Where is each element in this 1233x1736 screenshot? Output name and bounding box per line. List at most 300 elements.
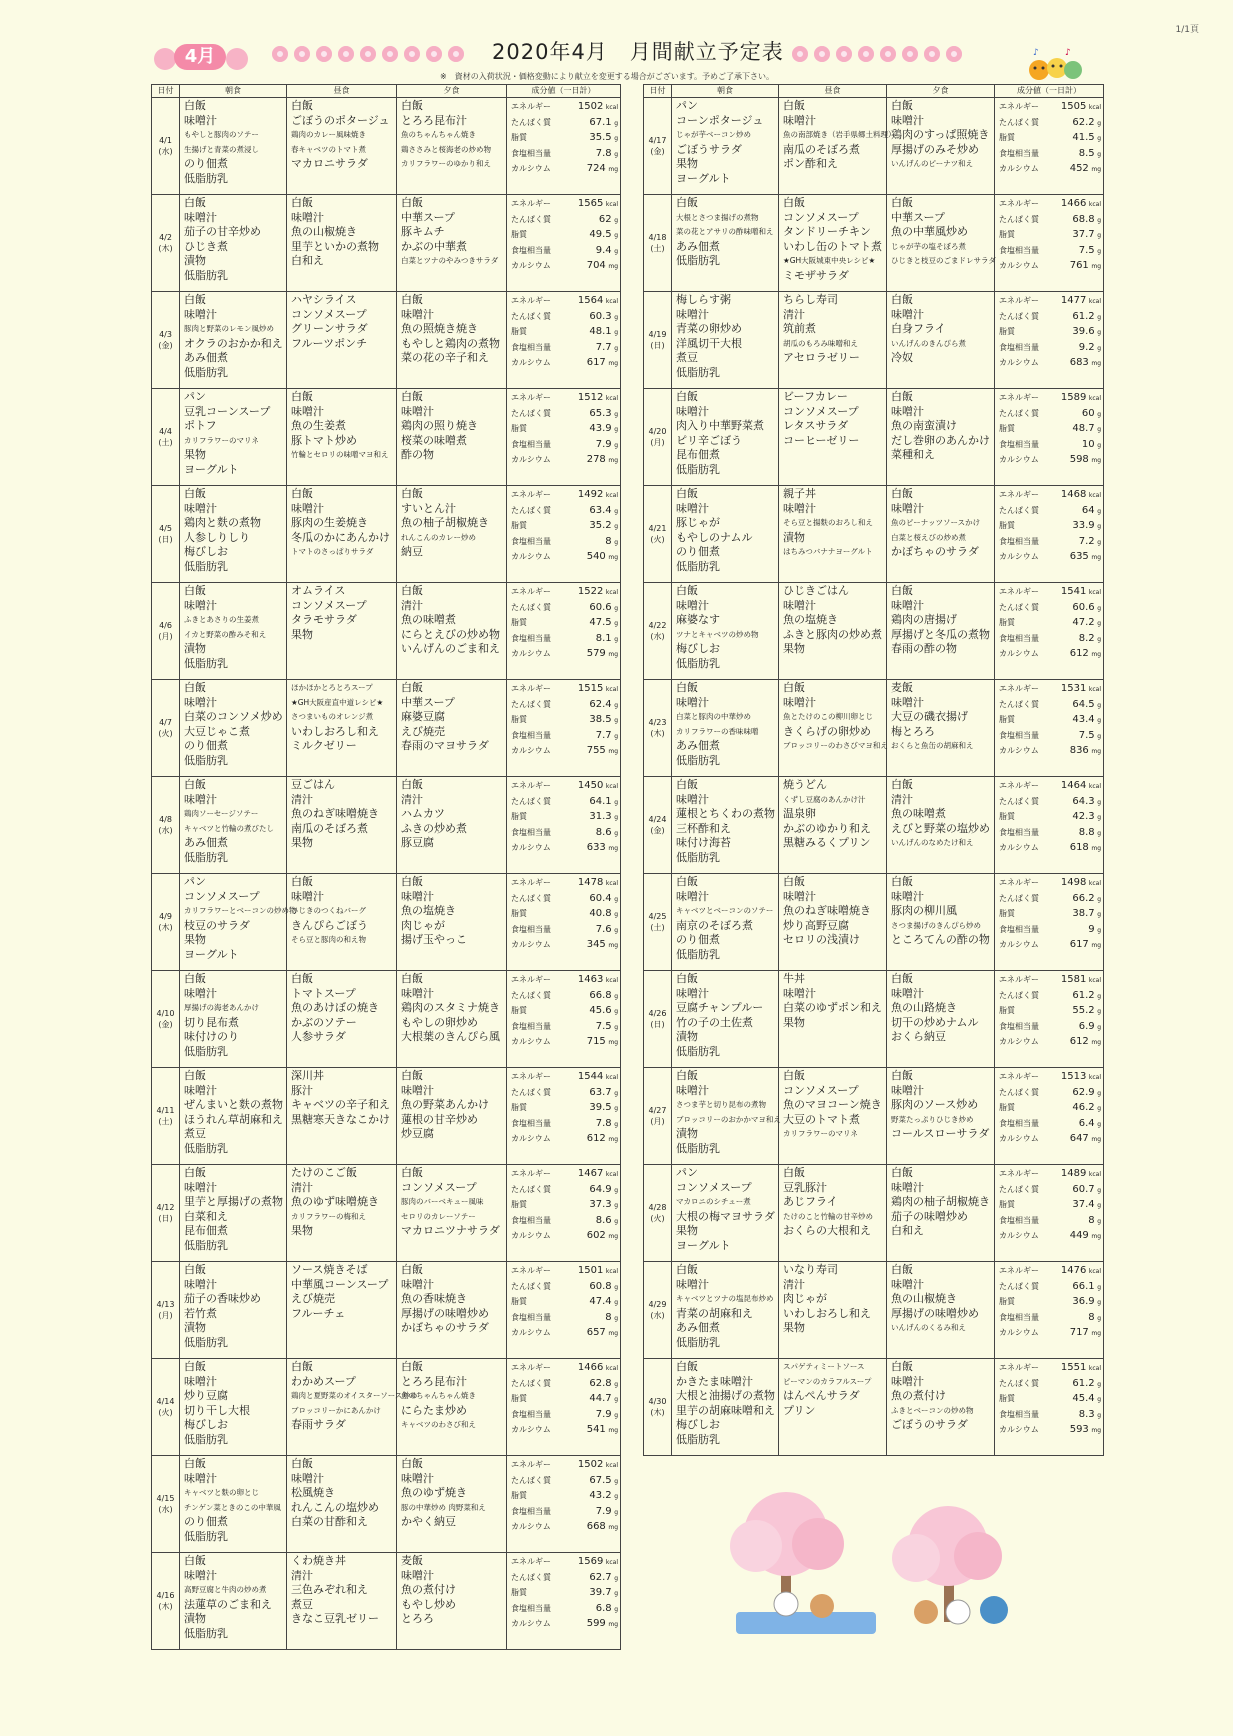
flower-icon <box>272 46 288 62</box>
menu-item: 白飯 <box>291 196 313 209</box>
menu-item: 洋風切干大根 <box>676 336 742 350</box>
nutrient-row <box>511 1571 618 1587</box>
nutrient-unit: kcal <box>1088 1171 1101 1178</box>
menu-item: 白菜のゆずポン和え <box>783 1001 882 1015</box>
menu-item: 魚の生姜煮 <box>291 419 346 433</box>
nutrient-value <box>1079 535 1101 551</box>
menu-item: かきたま味噌汁 <box>676 1374 753 1388</box>
nutrient-label: 食塩相当量 <box>999 439 1039 449</box>
menu-item: 春雨の酢の物 <box>891 642 957 656</box>
weekday-label: (日) <box>650 341 665 350</box>
nutrient-unit: g <box>1097 426 1101 434</box>
menu-item: 焼うどん <box>783 778 827 791</box>
weekday-label: (火) <box>158 1408 173 1417</box>
nutrient-label: たんぱく質 <box>999 1281 1039 1291</box>
menu-item: 白菜とツナのやみつきサラダ <box>401 256 499 266</box>
nutrient-number: 39.6 <box>1072 326 1095 338</box>
nutrient-label: カルシウム <box>511 1619 551 1629</box>
nutrient-unit: g <box>1097 507 1101 515</box>
nutrient-label: 脂質 <box>999 1103 1015 1113</box>
nutrient-label: 食塩相当量 <box>511 730 551 740</box>
menu-item: 青菜の卵炒め <box>676 322 742 336</box>
menu-item: 鶏肉のすっぱ照焼き <box>891 128 990 142</box>
nutrient-row <box>999 841 1101 857</box>
nutrient-value <box>589 810 618 826</box>
breakfast-cell <box>180 1165 287 1262</box>
menu-item: 白飯 <box>676 681 698 694</box>
menu-item: れんこんの塩炒め <box>291 1500 379 1514</box>
menu-item: 味噌汁 <box>291 1471 324 1485</box>
menu-item: ヨーグルト <box>184 947 239 961</box>
menu-item: あみ佃煮 <box>676 739 720 753</box>
menu-item: 厚揚げの味噌炒め <box>401 1306 489 1320</box>
nutrient-label: 食塩相当量 <box>511 439 551 449</box>
nutrient-number: 35.5 <box>589 132 612 144</box>
nutrient-unit: g <box>1097 1120 1101 1128</box>
nutrient-row <box>999 422 1101 438</box>
nutrient-label: カルシウム <box>511 1425 551 1435</box>
nutrient-value <box>1072 601 1101 617</box>
menu-item: 味噌汁 <box>184 986 217 1000</box>
nutrient-value <box>1072 1392 1101 1408</box>
nutrient-number: 63.4 <box>589 504 612 516</box>
menu-row <box>152 486 621 583</box>
nutrient-unit: kcal <box>1088 395 1101 402</box>
menu-item: 酢の物 <box>401 448 434 462</box>
nutrient-label: たんぱく質 <box>999 214 1039 224</box>
menu-item: あみ佃煮 <box>676 239 720 253</box>
page-title: 2020年4月 月間献立予定表 <box>492 40 784 64</box>
flower-icon <box>924 46 940 62</box>
menu-row <box>644 583 1104 680</box>
nutrient-number: 836 <box>1069 745 1089 757</box>
nutrient-number: 8.5 <box>1078 147 1095 159</box>
nutrient-number: 60.6 <box>1072 601 1095 613</box>
menu-item: 味噌汁 <box>184 695 217 709</box>
menu-item: 味噌汁 <box>401 1471 434 1485</box>
menu-item: 漬物 <box>676 1127 698 1141</box>
nutrient-number: 61.2 <box>1072 310 1095 322</box>
menu-item: 白飯 <box>401 487 423 500</box>
flower-row-right <box>792 46 962 66</box>
weekday-label: (月) <box>650 438 665 447</box>
menu-item: 梅びしお <box>676 642 720 656</box>
nutrient-row <box>511 244 618 260</box>
menu-item: 人参しりしり <box>184 530 250 544</box>
menu-item: かぶのソテー <box>291 1015 357 1029</box>
nutrient-unit: mg <box>608 1233 618 1241</box>
nutrient-label: たんぱく質 <box>999 311 1039 321</box>
nutrient-row <box>999 1361 1101 1377</box>
nutrient-value <box>1061 391 1101 407</box>
nutrient-label: 食塩相当量 <box>511 1118 551 1128</box>
nutrient-row <box>511 1117 618 1133</box>
dinner-cell <box>887 292 995 389</box>
nutrient-value <box>1061 682 1101 698</box>
menu-item: 低脂肪乳 <box>676 753 720 767</box>
nutrient-label: 脂質 <box>511 1588 527 1598</box>
nutrient-value <box>1072 1101 1101 1117</box>
nutrient-label: 脂質 <box>999 230 1015 240</box>
menu-item: 大根の梅マヨサラダ <box>676 1209 775 1223</box>
menu-item: 白飯 <box>783 1069 805 1082</box>
nutrient-row <box>999 244 1101 260</box>
nutrient-unit: kcal <box>1088 686 1101 693</box>
nutrient-number: 724 <box>586 163 606 175</box>
flower-row-left <box>272 46 464 66</box>
nutrient-number: 66.8 <box>589 989 612 1001</box>
menu-item: 中華スープ <box>401 210 455 224</box>
menu-item: パン <box>676 1166 698 1179</box>
menu-item: 清汁 <box>783 307 805 321</box>
menu-item: とろろ昆布汁 <box>401 1374 467 1388</box>
nutrient-row <box>999 1035 1101 1051</box>
menu-item: 白飯 <box>891 99 913 112</box>
menu-row <box>644 195 1104 292</box>
menu-item: ブロッコリーのわさびマヨ和え <box>783 741 888 751</box>
nutrient-unit: g <box>614 1283 618 1291</box>
menu-item: もやしと豚肉のソテー <box>184 130 259 140</box>
breakfast-cell <box>180 1359 287 1456</box>
nutrient-number: 45.4 <box>1072 1393 1095 1405</box>
breakfast-cell <box>672 583 779 680</box>
menu-item: 低脂肪乳 <box>676 1335 720 1349</box>
nutrient-value <box>589 131 618 147</box>
menu-item: かぼちゃのサラダ <box>401 1321 489 1335</box>
menu-item: 味噌汁 <box>184 1568 217 1582</box>
menu-item: 清汁 <box>891 792 913 806</box>
menu-item: 豆乳コーンスープ <box>184 404 271 418</box>
menu-item: 白飯 <box>401 584 423 597</box>
nutrient-label: 脂質 <box>511 715 527 725</box>
nutrient-row <box>511 1004 618 1020</box>
nutrient-value <box>1061 1167 1101 1183</box>
menu-item: 味噌汁 <box>291 210 324 224</box>
menu-item: 鶏肉のスタミナ焼き <box>401 1001 500 1015</box>
nutrient-label: カルシウム <box>999 1328 1039 1338</box>
nutrient-value <box>587 453 618 469</box>
nutrient-value <box>589 116 618 132</box>
nutrient-number: 42.3 <box>1072 811 1095 823</box>
nutrient-value <box>596 1408 618 1424</box>
nutrient-number: 62.4 <box>589 698 612 710</box>
menu-item: 枝豆のサラダ <box>184 918 250 932</box>
nutrition-cell <box>995 777 1104 874</box>
menu-item: 白飯 <box>783 875 805 888</box>
menu-item: 白菜のコンソメ炒め <box>184 710 283 724</box>
menu-item: 白菜と豚肉の中華炒め <box>676 712 751 722</box>
nutrient-unit: g <box>1097 1023 1101 1031</box>
nutrient-number: 64.1 <box>589 795 612 807</box>
menu-item: 白和え <box>291 254 324 268</box>
menu-item: 白飯 <box>291 487 313 500</box>
table-header <box>644 85 1104 98</box>
nutrient-row <box>511 259 618 275</box>
nutrient-label: エネルギー <box>511 296 551 305</box>
nutrient-row <box>511 1586 618 1602</box>
nutrient-value <box>589 1571 618 1587</box>
nutrient-value <box>578 779 618 795</box>
nutrient-unit: g <box>614 119 618 127</box>
menu-item: そら豆と豚肉の和え物 <box>291 935 366 945</box>
nutrient-label: カルシウム <box>999 261 1039 271</box>
nutrient-number: 66.2 <box>1072 892 1095 904</box>
menu-item: 厚揚げの海老あんかけ <box>184 1003 259 1013</box>
nutrient-value <box>605 1311 618 1327</box>
nutrition-cell <box>995 98 1104 195</box>
menu-item: 味噌汁 <box>184 501 217 515</box>
nutrient-unit: kcal <box>605 783 618 790</box>
menu-item: 低脂肪乳 <box>184 1529 228 1543</box>
nutrient-value <box>587 938 618 954</box>
date-label: 4/29 <box>648 1300 667 1309</box>
nutrient-row <box>999 294 1101 310</box>
nutrient-unit: g <box>1097 119 1101 127</box>
nutrient-value <box>589 422 618 438</box>
nutrient-unit: kcal <box>605 104 618 111</box>
menu-item: 冷奴 <box>891 351 913 365</box>
nutrient-number: 633 <box>586 842 606 854</box>
nutrient-value <box>587 1326 618 1342</box>
nutrient-unit: g <box>614 1477 618 1485</box>
nutrient-row <box>511 795 618 811</box>
menu-item: おくらと魚缶の胡麻和え <box>891 741 974 751</box>
menu-item: 清汁 <box>291 1180 313 1194</box>
nutrient-row <box>999 616 1101 632</box>
menu-item: ちらし寿司 <box>783 293 838 306</box>
menu-item: 白飯 <box>401 390 423 403</box>
menu-item: 白菜と桜えびの炒め煮 <box>891 532 966 542</box>
menu-item: さつまいものオレンジ煮 <box>291 712 374 722</box>
lunch-cell <box>287 971 397 1068</box>
nutrition-cell <box>995 486 1104 583</box>
menu-item: 冬瓜のかにあんかけ <box>291 530 390 544</box>
nutrient-number: 60.4 <box>589 892 612 904</box>
menu-row <box>644 98 1104 195</box>
nutrient-value <box>578 1361 618 1377</box>
menu-item: ★GH大阪産直中道レシピ★ <box>291 697 384 707</box>
nutrient-row <box>999 100 1101 116</box>
date-cell <box>644 777 672 874</box>
menu-item: 低脂肪乳 <box>184 656 228 670</box>
nutrient-value <box>1072 989 1101 1005</box>
weekday-label: (土) <box>158 438 173 447</box>
nutrient-label: 食塩相当量 <box>999 827 1039 837</box>
blossom-icon <box>226 48 248 70</box>
menu-item: 白飯 <box>891 972 913 985</box>
breakfast-cell <box>180 1068 287 1165</box>
header-date: 日付 <box>152 85 180 98</box>
nutrient-value <box>1079 341 1101 357</box>
menu-item: 野菜たっぷりひじき炒め <box>891 1114 974 1124</box>
menu-item: イカと野菜の酢みそ和え <box>184 629 267 639</box>
nutrient-label: たんぱく質 <box>511 1378 551 1388</box>
nutrient-unit: g <box>614 1411 618 1419</box>
nutrient-unit: g <box>614 1574 618 1582</box>
menu-row <box>152 971 621 1068</box>
menu-item: レタスサラダ <box>783 419 849 433</box>
nutrient-unit: kcal <box>1088 1365 1101 1372</box>
nutrient-value <box>596 632 618 648</box>
breakfast-cell <box>180 680 287 777</box>
nutrient-row <box>511 1505 618 1521</box>
menu-item: 黒糖みるくプリン <box>783 836 871 850</box>
menu-item: かぶの中華煮 <box>401 239 467 253</box>
month-label: 4月 <box>174 44 226 70</box>
nutrient-label: エネルギー <box>999 1169 1039 1178</box>
menu-row <box>644 486 1104 583</box>
nutrient-row <box>511 876 618 892</box>
menu-item: カリフラワーの梅和え <box>291 1211 366 1221</box>
menu-item: かぼちゃのサラダ <box>891 545 979 559</box>
nutrient-label: たんぱく質 <box>999 990 1039 1000</box>
menu-item: 低脂肪乳 <box>676 1141 720 1155</box>
nutrient-row <box>511 407 618 423</box>
nutrient-number: 715 <box>586 1036 606 1048</box>
menu-item: 白飯 <box>891 196 913 209</box>
dinner-cell <box>887 583 995 680</box>
weekday-label: (水) <box>650 1311 665 1320</box>
nutrient-value <box>1072 422 1101 438</box>
nutrient-value <box>1061 779 1101 795</box>
menu-item: 大豆じゃこ煮 <box>184 724 250 738</box>
nutrient-row <box>999 453 1101 469</box>
menu-item: 低脂肪乳 <box>676 947 720 961</box>
nutrient-number: 7.7 <box>595 341 612 353</box>
menu-item: オムライス <box>291 584 346 597</box>
nutrient-label: たんぱく質 <box>511 408 551 418</box>
menu-item: 魚の塩焼き <box>401 904 456 918</box>
menu-item: 白飯 <box>184 1263 206 1276</box>
nutrient-number: 1502 <box>577 101 604 112</box>
menu-item: 魚のゆず焼き <box>401 1486 467 1500</box>
menu-item: 魚の煮付け <box>401 1583 456 1597</box>
nutrient-number: 647 <box>1069 1133 1089 1145</box>
menu-item: くずし豆腐のあんかけ汁 <box>783 794 866 804</box>
menu-item: 味噌汁 <box>783 113 816 127</box>
nutrient-label: たんぱく質 <box>511 214 551 224</box>
nutrient-value <box>1061 1361 1101 1377</box>
nutrient-value <box>1070 1423 1101 1439</box>
menu-item: 魚の山椒焼き <box>291 225 357 239</box>
menu-item: スパゲティミートソース <box>783 1362 865 1371</box>
menu-item: 味噌汁 <box>401 1083 434 1097</box>
nutrient-value <box>1072 325 1101 341</box>
menu-item: 味付けのり <box>184 1030 239 1044</box>
header-nutrition: 成分値（一日計） <box>507 85 621 98</box>
menu-item: あみ佃煮 <box>184 836 228 850</box>
nutrient-row <box>511 1555 618 1571</box>
menu-item: 味噌汁 <box>184 1374 217 1388</box>
menu-item: れんこんのカレー炒め <box>401 532 476 542</box>
menu-item: コンソメスープ <box>783 1083 859 1097</box>
nutrient-unit: mg <box>1091 1330 1101 1338</box>
menu-item: 白飯 <box>891 487 913 500</box>
menu-item: 白飯 <box>401 1457 423 1470</box>
menu-item: グリーンサラダ <box>291 322 368 336</box>
lunch-cell <box>287 583 397 680</box>
date-label: 4/30 <box>648 1397 667 1406</box>
nutrient-value <box>1072 892 1101 908</box>
menu-item: 低脂肪乳 <box>184 753 228 767</box>
menu-item: 味噌汁 <box>184 113 217 127</box>
nutrient-number: 60.8 <box>589 1280 612 1292</box>
date-label: 4/3 <box>159 330 172 339</box>
dinner-cell <box>397 1359 507 1456</box>
menu-item: 豚汁 <box>291 1083 313 1097</box>
date-label: 4/2 <box>159 233 172 242</box>
menu-item: 煮豆 <box>184 1127 206 1141</box>
menu-item: 低脂肪乳 <box>184 1432 228 1446</box>
lunch-cell <box>287 1359 418 1456</box>
nutrient-value <box>1079 826 1101 842</box>
nutrient-label: カルシウム <box>511 649 551 659</box>
cherry-blossom-illustration <box>726 1484 1046 1644</box>
nutrient-label: 食塩相当量 <box>511 1506 551 1516</box>
dinner-cell <box>397 389 507 486</box>
nutrient-value <box>1061 197 1101 213</box>
nutrient-number: 1492 <box>577 489 604 500</box>
nutrient-label: エネルギー <box>511 684 551 693</box>
menu-item: いわし缶のトマト煮 <box>783 239 882 253</box>
breakfast-cell <box>672 971 779 1068</box>
menu-row <box>152 292 621 389</box>
date-label: 4/7 <box>159 718 172 727</box>
nutrient-row <box>511 729 618 745</box>
menu-item: コーヒーゼリー <box>783 433 860 447</box>
nutrient-unit: g <box>1097 441 1101 449</box>
nutrient-row <box>511 162 618 178</box>
weekday-label: (火) <box>650 1214 665 1223</box>
table-header <box>152 85 621 98</box>
menu-item: 高野豆腐と牛肉の炒め煮 <box>184 1585 267 1595</box>
date-cell <box>644 389 672 486</box>
nutrient-label: たんぱく質 <box>511 796 551 806</box>
nutrient-number: 7.8 <box>595 1117 612 1129</box>
menu-item: 竹の子の土佐煮 <box>676 1015 753 1029</box>
nutrient-unit: g <box>614 426 618 434</box>
nutrient-value <box>578 391 618 407</box>
nutrient-label: カルシウム <box>511 843 551 853</box>
nutrition-cell <box>507 195 621 292</box>
nutrient-row <box>511 356 618 372</box>
nutrient-value <box>1072 907 1101 923</box>
nutrient-number: 599 <box>586 1618 606 1630</box>
nutrient-unit: g <box>1097 1186 1101 1194</box>
flower-icon <box>404 46 420 62</box>
nutrient-number: 39.7 <box>589 1587 612 1599</box>
menu-item: おくらの大根和え <box>783 1224 871 1238</box>
nutrient-unit: g <box>614 635 618 643</box>
menu-item: 低脂肪乳 <box>184 559 228 573</box>
nutrient-number: 657 <box>586 1327 606 1339</box>
nutrient-unit: kcal <box>605 1171 618 1178</box>
nutrient-label: エネルギー <box>511 393 551 402</box>
flower-icon <box>814 46 830 62</box>
nutrient-value <box>587 841 618 857</box>
menu-item: ひじきのつくねバーグ <box>291 906 366 916</box>
menu-item: 豚肉の生姜焼き <box>291 516 368 530</box>
nutrient-row <box>999 989 1101 1005</box>
menu-item: 胡瓜のもろみ味噌和え <box>783 338 858 348</box>
nutrient-number: 7.7 <box>595 729 612 741</box>
menu-item: カリフラワーのマリネ <box>783 1129 858 1139</box>
nutrient-number: 612 <box>1069 1036 1089 1048</box>
menu-item: 炒り豆腐 <box>184 1389 228 1403</box>
nutrient-row <box>511 453 618 469</box>
dinner-cell <box>887 1068 995 1165</box>
nutrient-row <box>511 1617 618 1633</box>
